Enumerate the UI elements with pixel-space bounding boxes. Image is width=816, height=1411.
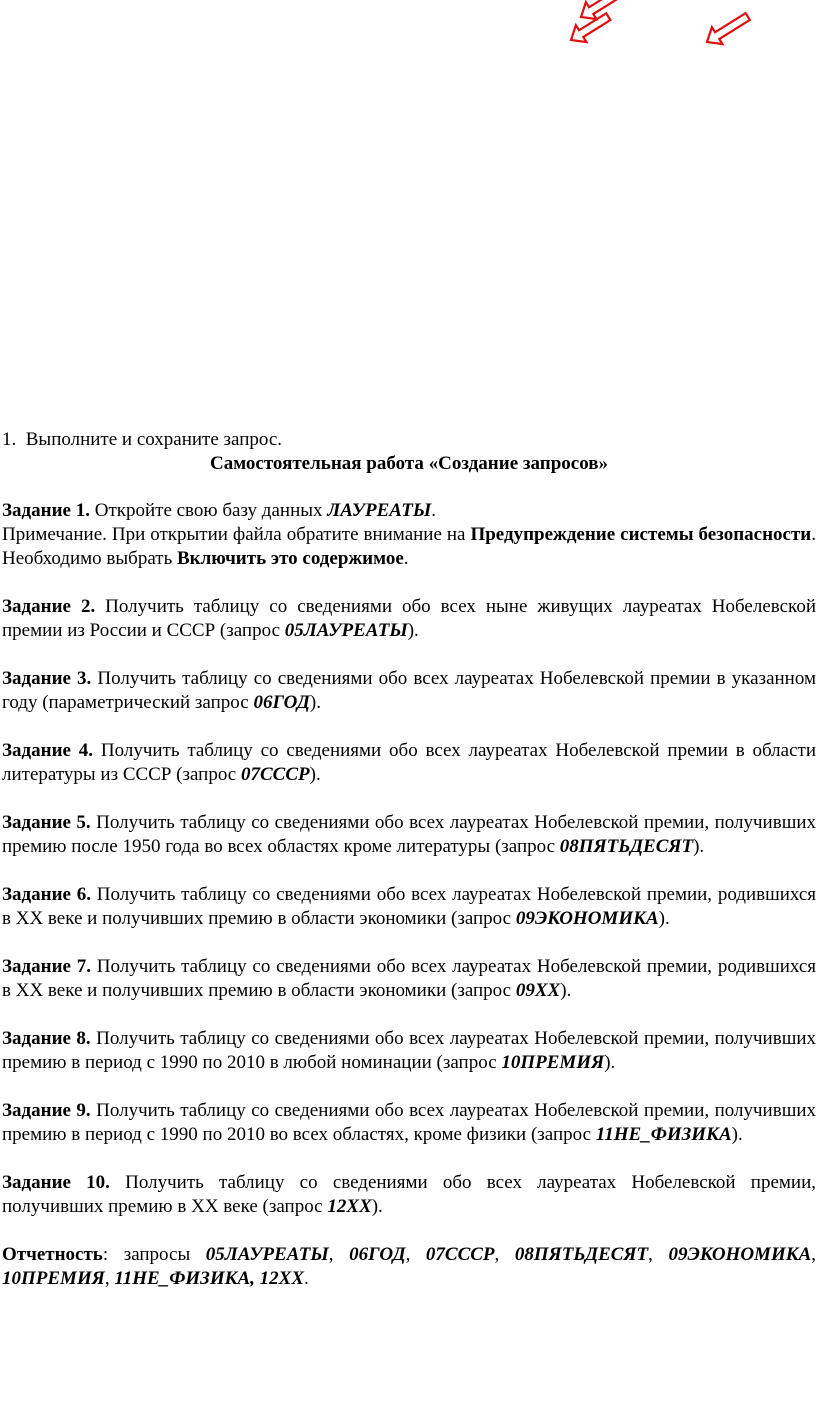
note-text: Примечание. При открытии файла обратите внимание на [2, 524, 471, 545]
task-label: Задание 8. [2, 1028, 91, 1049]
document-body [2, 428, 816, 1291]
report-label: Отчетность [2, 1244, 103, 1265]
report-query: 11НЕ_ФИЗИКА, [114, 1268, 255, 1289]
step-number: 1. [2, 429, 17, 450]
page-title: Самостоятельная работа «Создание запросов» [210, 453, 608, 474]
task-label: Задание 1. [2, 500, 90, 521]
query-name: 11НЕ_ФИЗИКА [595, 1124, 732, 1145]
task-label: Задание 5. [2, 812, 91, 833]
task-label: Задание 9. [2, 1100, 91, 1121]
query-name: 12XX [327, 1196, 372, 1217]
enable-content: Включить это содержимое [177, 548, 404, 569]
query-name: 08ПЯТЬДЕСЯТ [559, 836, 694, 857]
task-7: Задание 7. Получить таблицу со сведениями обо всех лауреатах Нобелевской премии, родившихся в XX веке и получивших премию в области экономики (запрос 09XX). [2, 956, 816, 1001]
database-name: ЛАУРЕАТЫ [327, 500, 432, 521]
report-query: 05ЛАУРЕАТЫ [205, 1244, 329, 1265]
report-query: 12XX [259, 1268, 305, 1289]
report-query: 09ЭКОНОМИКА [668, 1244, 812, 1265]
step-text: Выполните и сохраните запрос. [25, 429, 283, 450]
task-label: Задание 6. [2, 884, 91, 905]
task-1: Задание 1. Откройте свою базу данных ЛАУРЕАТЫ. [2, 500, 436, 521]
task-2: Задание 2. Получить таблицу со сведениями обо всех ныне живущих лауреатах Нобелевской премии из России и СССР (запрос 05ЛАУРЕАТЫ). [2, 596, 816, 641]
task-text: Получить таблицу со сведениями обо всех лауреатах Нобелевской премии в области литературы из СССР (запрос [2, 740, 816, 785]
report-query: 08ПЯТЬДЕСЯТ [514, 1244, 649, 1265]
task-9: Задание 9. Получить таблицу со сведениями обо всех лауреатах Нобелевской премии, получивших премию в период с 1990 по 2010 во всех областях, кроме физики (запрос 11НЕ_ФИЗИКА). [2, 1100, 816, 1145]
task-label: Задание 7. [2, 956, 91, 977]
task-text: Получить таблицу со сведениями обо всех лауреатах Нобелевской премии в указанном году (параметрический запрос [2, 668, 816, 713]
task-4: Задание 4. Получить таблицу со сведениями обо всех лауреатах Нобелевской премии в области литературы из СССР (запрос 07СССР). [2, 740, 816, 785]
arrow-icon [576, 0, 621, 25]
query-name: 09ЭКОНОМИКА [515, 908, 659, 929]
task-label: Задание 3. [2, 668, 92, 689]
task-text: Получить таблицу со сведениями обо всех ныне живущих лауреатах Нобелевской премии из России и СССР (запрос [2, 596, 816, 641]
task-8: Задание 8. Получить таблицу со сведениями обо всех лауреатах Нобелевской премии, получивших премию в период с 1990 по 2010 в любой номинации (запрос 10ПРЕМИЯ). [2, 1028, 816, 1073]
arrow-annotations [0, 0, 816, 70]
arrow-icon [702, 8, 753, 50]
task-6: Задание 6. Получить таблицу со сведениями обо всех лауреатах Нобелевской премии, родившихся в XX веке и получивших премию в области экономики (запрос 09ЭКОНОМИКА). [2, 884, 816, 929]
query-name: 05ЛАУРЕАТЫ [284, 620, 408, 641]
query-name: 09XX [515, 980, 561, 1001]
query-name: 10ПРЕМИЯ [501, 1052, 605, 1073]
task-text: Получить таблицу со сведениями обо всех лауреатах Нобелевской премии, получивших премию после 1950 года во всех областях кроме литературы (запрос [2, 812, 816, 857]
query-name: 06ГОД [253, 692, 310, 713]
report-query: 07СССР [425, 1244, 495, 1265]
report-query: 10ПРЕМИЯ [2, 1268, 105, 1289]
task-text: Откройте свою базу данных [89, 500, 328, 521]
task-5: Задание 5. Получить таблицу со сведениями обо всех лауреатах Нобелевской премии, получивших премию после 1950 года во всех областях кроме литературы (запрос 08ПЯТЬДЕСЯТ). [2, 812, 816, 857]
task-text: Получить таблицу со сведениями обо всех лауреатах Нобелевской премии, родившихся в XX веке и получивших премию в области экономики (запрос [2, 956, 816, 1001]
task-3: Задание 3. Получить таблицу со сведениями обо всех лауреатах Нобелевской премии в указанном году (параметрический запрос 06ГОД). [2, 668, 816, 713]
task-10: Задание 10. Получить таблицу со сведениями обо всех лауреатах Нобелевской премии, получивших премию в XX веке (запрос 12XX). [2, 1172, 816, 1217]
task-text: Получить таблицу со сведениями обо всех лауреатах Нобелевской премии, получивших премию в период с 1990 по 2010 во всех областях, кроме физики (запрос [2, 1100, 816, 1145]
task-text: Получить таблицу со сведениями обо всех лауреатах Нобелевской премии, получивших премию в период с 1990 по 2010 в любой номинации (запрос [2, 1028, 816, 1073]
task-label: Задание 4. [2, 740, 94, 761]
note: Примечание. При открытии файла обратите внимание на Предупреждение системы безопасности. Необходимо выбрать Включить это содержимое. [2, 524, 816, 569]
task-label: Задание 2. [2, 596, 96, 617]
report-query: 06ГОД [349, 1244, 406, 1265]
task-text: Получить таблицу со сведениями обо всех лауреатах Нобелевской премии, родившихся в XX веке и получивших премию в области экономики (запрос [2, 884, 816, 929]
task-label: Задание 10. [2, 1172, 110, 1193]
arrow-icon [566, 8, 614, 48]
task-text: Получить таблицу со сведениями обо всех лауреатах Нобелевской премии, получивших премию в XX веке (запрос [2, 1172, 816, 1217]
report: Отчетность: запросы 05ЛАУРЕАТЫ, 06ГОД, 07СССР, 08ПЯТЬДЕСЯТ, 09ЭКОНОМИКА, 10ПРЕМИЯ, 11НЕ_ФИЗИКА, 12XX. [2, 1244, 816, 1289]
security-warning: Предупреждение системы безопасности [470, 524, 812, 545]
query-name: 07СССР [241, 764, 310, 785]
step-line [2, 428, 816, 452]
